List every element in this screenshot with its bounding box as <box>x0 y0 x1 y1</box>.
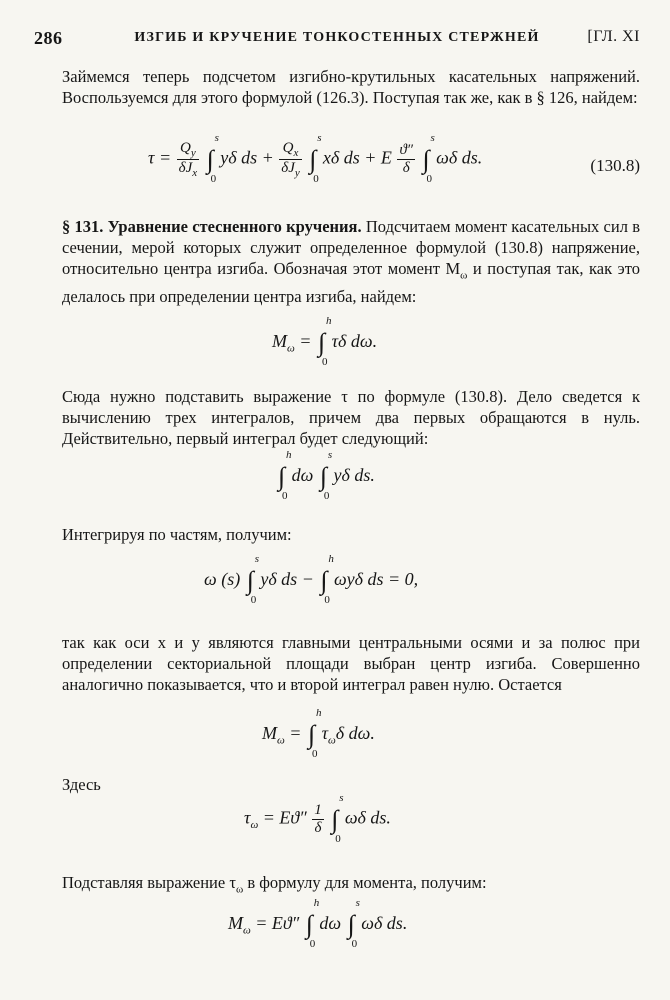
section-title: § 131. Уравнение стесненного кручения. <box>62 217 362 236</box>
paragraph-4 <box>62 524 640 545</box>
paragraph-5 <box>62 632 640 695</box>
paragraph-2-text: Подсчитаем момент касательных сил в сечении, мерой которых служит определенное формулой (130.8) напряжение, относительно центра изгиба. Обозначая этот момент M <box>62 217 641 278</box>
page-number: 286 <box>34 28 63 48</box>
equation-tau-omega: $\tau_\omega = Eϑ''$ $\frac{1}{\delta}$ ∫ s 0 ωδ ds. <box>244 791 391 845</box>
equation-number: (130.8) <box>590 156 640 175</box>
paragraph-7 <box>62 872 640 900</box>
page-header <box>34 28 640 52</box>
paragraph-2 <box>62 216 640 307</box>
equation-130-8: τ = $\frac{Q_y}{\delta J_x}$ ∫ s 0 yδ ds + $\frac{Q_x}{\delta J_y}$ ∫ s 0 xδ ds + E $\frac{ϑ''}{\delta}$ ∫ s 0 ωδ ds. <box>148 131 483 185</box>
equation-parts: ω (s) ∫ s 0 yδ ds − ∫ h 0 ωyδ ds = 0, <box>204 553 419 606</box>
equation-moment-2: $M_\omega$ = ∫ h 0 $\tau_\omega\delta$ dω. <box>262 707 375 760</box>
paragraph-4-text: Интегрируя по частям, получим: <box>62 525 292 544</box>
equation-integral: ∫ h 0 dω ∫ s 0 yδ ds. <box>278 449 375 502</box>
paragraph-7-subscript: ω <box>235 883 244 896</box>
paragraph-2-subscript: ω <box>460 269 468 282</box>
paragraph-6-text: Здесь <box>62 775 101 794</box>
paragraph-3 <box>62 386 640 449</box>
running-title: ИЗГИБ И КРУЧЕНИЕ ТОНКОСТЕННЫХ СТЕРЖНЕЙ <box>134 30 540 45</box>
paragraph-1 <box>62 66 640 108</box>
paragraph-1-text: Займемся теперь подсчетом изгибно-крутильных касательных напряжений. Воспользуемся для этого формулой (126.3). Поступая так же, как в § 126, найдем: <box>62 67 640 107</box>
paragraph-6 <box>62 774 640 795</box>
paragraph-7-end: в формулу для момента, получим: <box>243 873 487 892</box>
equation-final: $M_\omega = Eϑ''$ ∫ h 0 dω ∫ s 0 ωδ ds. <box>228 897 408 950</box>
chapter-label: [ГЛ. XI <box>587 28 640 45</box>
paragraph-5-text: так как оси x и y являются главными центральными осями и за полюс при определении секториальной площади выбран центр изгиба. Совершенно аналогично показывается, что и второй интеграл равен нулю. Остается <box>62 633 640 694</box>
paragraph-3-text: Сюда нужно подставить выражение τ по формуле (130.8). Дело сведется к вычислению трех интегралов, причем два первых обращаются в нуль. Действительно, первый интеграл будет следующий: <box>62 387 640 448</box>
paragraph-7-text: Подставляя выражение τ <box>62 873 236 892</box>
equation-moment-1: $M_\omega$ = ∫ h 0 τδ dω. <box>272 315 378 368</box>
paragraph-2-end: и поступая так, как это делалось при определении центра изгиба, найдем: <box>62 259 640 307</box>
